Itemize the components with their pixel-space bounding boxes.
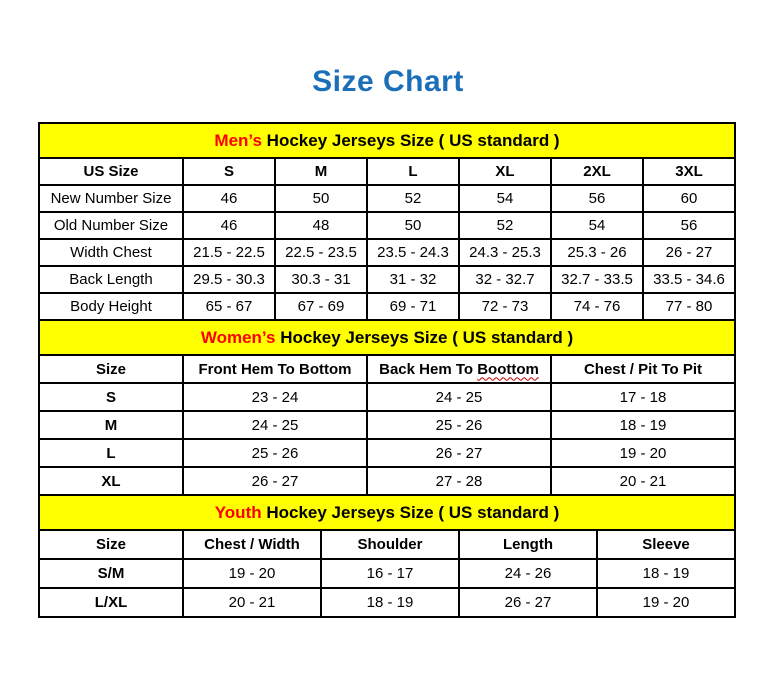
womens-section-heading — [38, 319, 736, 356]
womens-row-label: L — [39, 439, 183, 467]
womens-table-row — [39, 411, 735, 439]
youth-heading-rest: Hockey Jerseys Size ( US standard ) — [261, 502, 560, 522]
size-cell: 54 — [551, 212, 643, 239]
mens-row-label: Body Height — [39, 293, 183, 320]
mens-col-header-3xl: 3XL — [643, 158, 735, 185]
size-cell: 24 - 26 — [459, 559, 597, 588]
size-cell: 52 — [367, 185, 459, 212]
mens-heading-rest: Hockey Jerseys Size ( US standard ) — [261, 130, 560, 150]
size-cell: 65 - 67 — [183, 293, 275, 320]
womens-col-header-front: Front Hem To Bottom — [183, 355, 367, 383]
mens-col-header-l: L — [367, 158, 459, 185]
size-cell: 20 - 21 — [183, 588, 321, 617]
size-cell: 18 - 19 — [321, 588, 459, 617]
mens-col-header-xl: XL — [459, 158, 551, 185]
youth-col-header-length: Length — [459, 530, 597, 559]
size-cell: 17 - 18 — [551, 383, 735, 411]
mens-row-label: Width Chest — [39, 239, 183, 266]
mens-table-row — [39, 239, 735, 266]
size-cell: 24 - 25 — [367, 383, 551, 411]
size-cell: 21.5 - 22.5 — [183, 239, 275, 266]
size-cell: 69 - 71 — [367, 293, 459, 320]
size-cell: 18 - 19 — [597, 559, 735, 588]
mens-col-header-m: M — [275, 158, 367, 185]
youth-col-header-chest: Chest / Width — [183, 530, 321, 559]
mens-table-row — [39, 212, 735, 239]
mens-table-row — [39, 293, 735, 320]
size-cell: 19 - 20 — [183, 559, 321, 588]
mens-heading-highlight: Men’s — [214, 130, 262, 150]
size-cell: 46 — [183, 185, 275, 212]
size-cell: 72 - 73 — [459, 293, 551, 320]
size-cell: 31 - 32 — [367, 266, 459, 293]
mens-col-header-s: S — [183, 158, 275, 185]
womens-col-header-back — [367, 355, 551, 383]
size-cell: 26 - 27 — [459, 588, 597, 617]
youth-size-table — [38, 529, 736, 618]
mens-row-label: New Number Size — [39, 185, 183, 212]
youth-row-label: S/M — [39, 559, 183, 588]
youth-table-row — [39, 559, 735, 588]
womens-heading-highlight: Women’s — [200, 327, 276, 347]
size-cell: 26 - 27 — [643, 239, 735, 266]
size-cell: 30.3 - 31 — [275, 266, 367, 293]
size-chart-tables — [38, 122, 736, 618]
womens-heading-rest: Hockey Jerseys Size ( US standard ) — [275, 327, 574, 347]
size-cell: 23.5 - 24.3 — [367, 239, 459, 266]
mens-col-header-2xl: 2XL — [551, 158, 643, 185]
size-cell: 46 — [183, 212, 275, 239]
size-cell: 33.5 - 34.6 — [643, 266, 735, 293]
youth-col-header-shoulder: Shoulder — [321, 530, 459, 559]
mens-section-heading — [38, 122, 736, 159]
mens-col-header-us-size: US Size — [39, 158, 183, 185]
youth-header-row — [39, 530, 735, 559]
size-cell: 19 - 20 — [551, 439, 735, 467]
size-cell: 25 - 26 — [183, 439, 367, 467]
mens-row-label: Old Number Size — [39, 212, 183, 239]
size-cell: 27 - 28 — [367, 467, 551, 495]
womens-row-label: S — [39, 383, 183, 411]
size-cell: 26 - 27 — [183, 467, 367, 495]
misspelled-word: Boottom — [477, 360, 539, 378]
size-cell: 22.5 - 23.5 — [275, 239, 367, 266]
womens-col-header-chest: Chest / Pit To Pit — [551, 355, 735, 383]
size-cell: 52 — [459, 212, 551, 239]
womens-table-row — [39, 383, 735, 411]
mens-header-row — [39, 158, 735, 185]
size-cell: 26 - 27 — [367, 439, 551, 467]
youth-heading-highlight: Youth — [214, 502, 262, 522]
mens-table-row — [39, 185, 735, 212]
size-cell: 23 - 24 — [183, 383, 367, 411]
womens-table-row — [39, 467, 735, 495]
youth-col-header-sleeve: Sleeve — [597, 530, 735, 559]
size-cell: 32.7 - 33.5 — [551, 266, 643, 293]
size-cell: 32 - 32.7 — [459, 266, 551, 293]
womens-table-row — [39, 439, 735, 467]
size-cell: 50 — [275, 185, 367, 212]
size-cell: 16 - 17 — [321, 559, 459, 588]
size-cell: 56 — [643, 212, 735, 239]
size-cell: 60 — [643, 185, 735, 212]
mens-size-table — [38, 157, 736, 321]
size-cell: 25.3 - 26 — [551, 239, 643, 266]
mens-table-row — [39, 266, 735, 293]
youth-col-header-size: Size — [39, 530, 183, 559]
youth-section-heading — [38, 494, 736, 531]
size-cell: 18 - 19 — [551, 411, 735, 439]
size-cell: 25 - 26 — [367, 411, 551, 439]
womens-back-hem-prefix: Back Hem To — [379, 360, 478, 378]
size-cell: 50 — [367, 212, 459, 239]
page-title: Size Chart — [312, 65, 464, 98]
size-cell: 74 - 76 — [551, 293, 643, 320]
youth-row-label: L/XL — [39, 588, 183, 617]
size-cell: 67 - 69 — [275, 293, 367, 320]
size-cell: 19 - 20 — [597, 588, 735, 617]
size-cell: 54 — [459, 185, 551, 212]
womens-row-label: XL — [39, 467, 183, 495]
size-cell: 77 - 80 — [643, 293, 735, 320]
womens-row-label: M — [39, 411, 183, 439]
womens-header-row — [39, 355, 735, 383]
size-cell: 29.5 - 30.3 — [183, 266, 275, 293]
womens-size-table — [38, 354, 736, 496]
size-cell: 20 - 21 — [551, 467, 735, 495]
size-cell: 56 — [551, 185, 643, 212]
size-cell: 24.3 - 25.3 — [459, 239, 551, 266]
mens-row-label: Back Length — [39, 266, 183, 293]
size-cell: 24 - 25 — [183, 411, 367, 439]
size-cell: 48 — [275, 212, 367, 239]
womens-col-header-size: Size — [39, 355, 183, 383]
youth-table-row — [39, 588, 735, 617]
